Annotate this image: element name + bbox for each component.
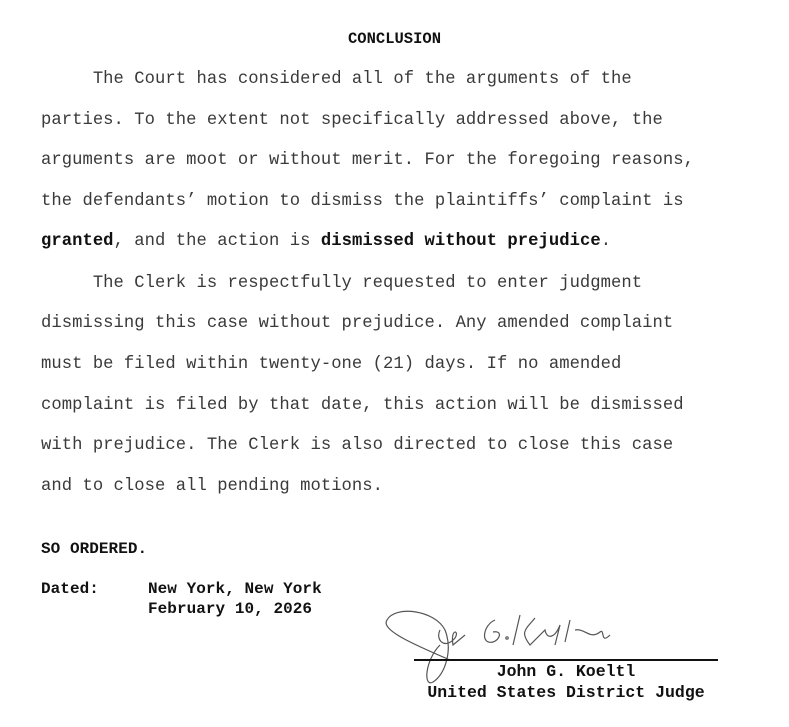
text-line: The Clerk is respectfully requested to enter judgment <box>41 274 643 293</box>
dated-date: February 10, 2026 <box>148 600 313 618</box>
judge-name: John G. Koeltl <box>496 662 636 681</box>
text-segment: . <box>600 232 612 251</box>
text-line <box>41 232 611 251</box>
text-line: parties. To the extent not specifically addressed above, the <box>41 111 663 130</box>
signature-line <box>414 659 718 661</box>
text-line: the defendants’ motion to dismiss the plaintiffs’ complaint is <box>41 192 684 211</box>
text-line: with prejudice. The Clerk is also directed to close this case <box>41 436 674 455</box>
text-line: dismissing this case without prejudice. Any amended complaint <box>41 314 674 333</box>
section-heading: CONCLUSION <box>347 30 441 48</box>
text-line: and to close all pending motions. <box>41 477 384 496</box>
so-ordered: SO ORDERED. <box>41 540 148 558</box>
text-line: arguments are moot or without merit. For the foregoing reasons, <box>41 151 694 170</box>
judge-title: United States District Judge <box>427 683 705 702</box>
bold-dismissed: dismissed without prejudice <box>320 232 601 251</box>
text-segment: , and the action is <box>113 232 321 251</box>
text-line: must be filed within twenty-one (21) days. If no amended <box>41 355 622 374</box>
text-line: The Court has considered all of the arguments of the <box>41 70 632 89</box>
dated-place: New York, New York <box>148 580 322 598</box>
dated-label: Dated: <box>41 580 99 598</box>
bold-granted: granted <box>41 232 114 251</box>
text-line: complaint is filed by that date, this action will be dismissed <box>41 396 684 415</box>
